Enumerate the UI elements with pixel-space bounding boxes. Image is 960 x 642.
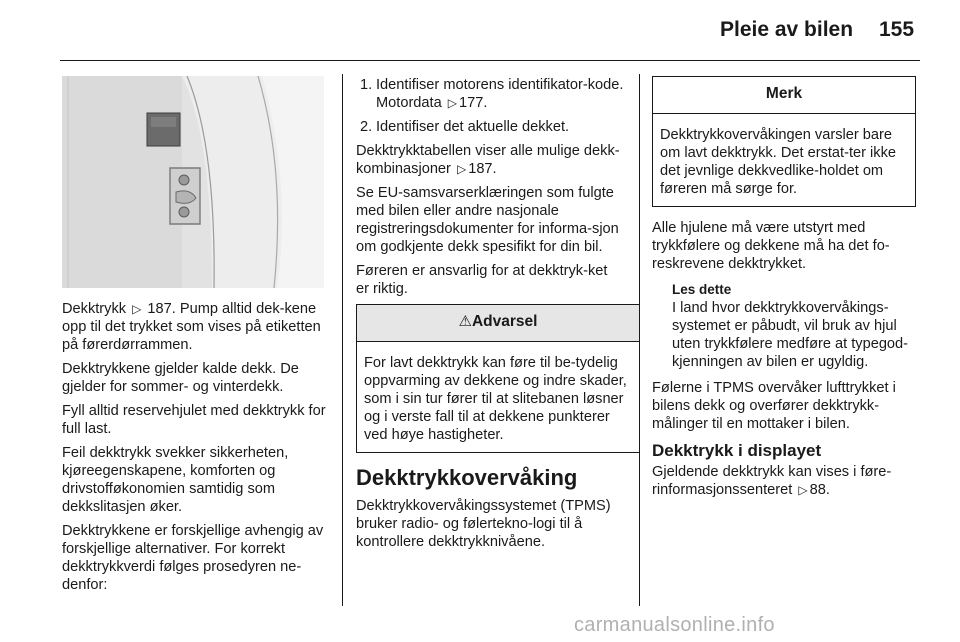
watermark: carmanualsonline.info xyxy=(574,614,775,636)
read-this-body: I land hvor dekktrykkovervåkings-systemet er påbudt, vil bruk av hjul uten trykkfølere medføre at typegod-kjenningen av bilen er ugyldig. xyxy=(672,300,909,370)
note-box xyxy=(652,76,916,207)
section-title-tpms: Dekktrykkovervåking xyxy=(356,465,578,490)
read-this-block xyxy=(652,281,920,371)
door-frame-drawing xyxy=(62,76,324,288)
page-number: 155 xyxy=(879,18,915,41)
header-rule xyxy=(60,60,920,61)
page-header-title: Pleie av bilen xyxy=(720,18,854,41)
paragraph-tire-pressure-intro: Dekktrykk ▷ 187. Pump alltid dek-kene opp til det trykket som vises på etiketten på førerdørrammen. xyxy=(62,301,321,353)
paragraph-spare-wheel: Fyll alltid reservehjulet med dekktrykk for full last. xyxy=(62,403,326,437)
middle-column xyxy=(356,76,627,557)
warning-triangle-icon: ⚠ xyxy=(458,313,472,330)
warning-box-title: ⚠Advarsel xyxy=(357,305,639,342)
read-this-label: Les dette xyxy=(672,282,732,297)
door-frame-illustration xyxy=(62,76,324,288)
reference-arrow-icon: ▷ xyxy=(456,162,467,176)
paragraph-tpms-intro: Dekktrykkovervåkingssystemet (TPMS) bruker radio- og følertekno-logi til å kontrollere dekktrykknivåene. xyxy=(356,498,611,550)
paragraph-wrong-pressure: Feil dekktrykk svekker sikkerheten, kjøreegenskapene, komforten og drivstofføkonomien samtidig som dekkslitasjen øker. xyxy=(62,445,289,515)
column-divider-left xyxy=(342,74,343,606)
paragraph-tire-table: Dekktrykktabellen viser alle mulige dekk-kombinasjoner ▷ 187. xyxy=(356,143,620,177)
list-item: 1. Identifiser motorens identifikator-kode. Motordata ▷ 177. xyxy=(360,77,624,111)
warning-box-body: For lavt dekktrykk kan føre til be-tydelig oppvarming av dekkene og indre skader, som i sin tur fører til at slitebanen løsner og i verste fall til at dekkene punkterer ved høye hastigheter. xyxy=(364,355,627,443)
paragraph-cold-tires: Dekktrykkene gjelder kalde dekk. De gjelder for sommer- og vinterdekk. xyxy=(62,361,299,395)
note-box-title: Merk xyxy=(653,77,915,114)
paragraph-eu-declaration: Se EU-samsvarserklæringen som fulgte med bilen eller andre nasjonale registreringsdokumenter for informa-sjon om godkjente dekk spesifikt for din bil. xyxy=(356,185,619,255)
paragraph-display: Gjeldende dekktrykk kan vises i føre-rinformasjonssenteret ▷ 88. xyxy=(652,464,892,498)
note-box-body: Dekktrykkovervåkingen varsler bare om lavt dekktrykk. Det erstat-ter ikke det jevnlige dekkvedlike-holdet om føreren må sørge for. xyxy=(660,127,896,197)
warning-box xyxy=(356,304,640,453)
steps-list xyxy=(356,76,624,136)
list-item: 2. Identifiser det aktuelle dekket. xyxy=(360,119,570,135)
right-column xyxy=(652,76,920,505)
reference-arrow-icon: ▷ xyxy=(798,483,808,497)
reference-arrow-icon: ▷ xyxy=(447,96,457,110)
paragraph-tpms-sensors: Følerne i TPMS overvåker lufttrykket i bilens dekk og overfører dekktrykk-målinger til en mottaker i bilen. xyxy=(652,380,896,432)
paragraph-driver-responsible: Føreren er ansvarlig for at dekktryk-ket er riktig. xyxy=(356,263,608,297)
subsection-title-display: Dekktrykk i displayet xyxy=(652,441,822,460)
reference-arrow-icon: ▷ xyxy=(132,302,142,316)
paragraph-procedure: Dekktrykkene er forskjellige avhengig av forskjellige alternativer. For korrekt dekktrykkverdi følges prosedyren ne-denfor: xyxy=(62,523,324,593)
paragraph-sensors-required: Alle hjulene må være utstyrt med trykkfølere og dekkene må ha det fo-reskrevene dekktrykket. xyxy=(652,220,890,272)
left-column xyxy=(62,300,328,600)
